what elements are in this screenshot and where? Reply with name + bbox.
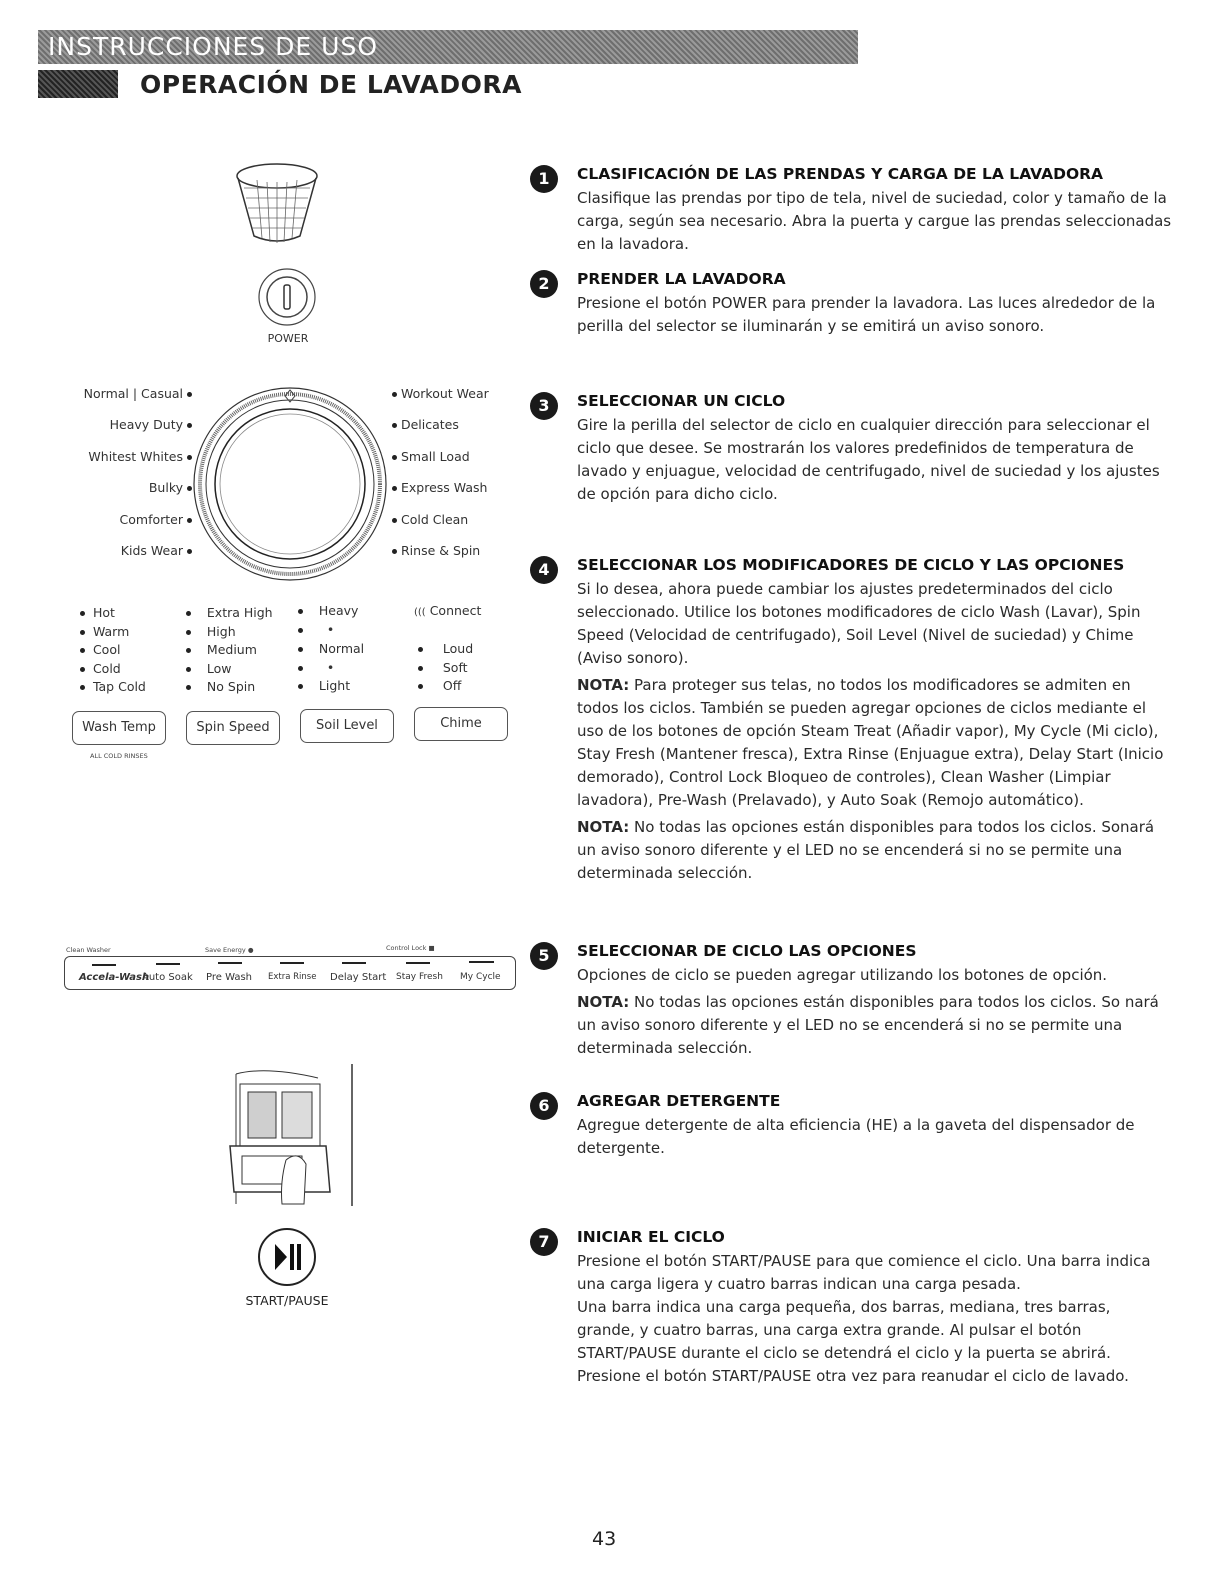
spin-speed-button[interactable]: Spin Speed xyxy=(186,711,280,745)
cycle-bulky[interactable]: Bulky xyxy=(72,480,192,495)
cycle-heavy-duty[interactable]: Heavy Duty xyxy=(72,417,192,432)
nota-label: NOTA: xyxy=(577,993,630,1011)
leaf-icon: ● xyxy=(247,946,254,954)
cycle-workout-wear[interactable]: Workout Wear xyxy=(392,386,489,401)
spin-extra-high: Extra High xyxy=(186,605,273,620)
wash-temp-warm: Warm xyxy=(80,624,129,639)
step-number-badge: 1 xyxy=(530,165,558,193)
header-band xyxy=(38,30,858,64)
cycle-whitest-whites[interactable]: Whitest Whites xyxy=(72,449,192,464)
section-marker xyxy=(38,70,118,98)
step-title: SELECCIONAR DE CICLO LAS OPCIONES xyxy=(577,942,917,960)
soil-light: Light xyxy=(298,678,350,693)
soil-level-button[interactable]: Soil Level xyxy=(300,709,394,743)
connect-indicator: ((( Connect xyxy=(414,603,482,618)
cycle-comforter[interactable]: Comforter xyxy=(72,512,192,527)
spin-no-spin: No Spin xyxy=(186,679,255,694)
nota-text: No todas las opciones están disponibles para todos los ciclos. Sonará un aviso sonoro diferente y el LED no se encenderá si no se permite una determinada selección. xyxy=(577,818,1155,882)
cycle-normal-casual[interactable]: Normal | Casual xyxy=(72,386,192,401)
wash-temp-cool: Cool xyxy=(80,642,120,657)
step-body: Gire la perilla del selector de ciclo en cualquier dirección para seleccionar el ciclo que desee. Se mostrarán los valores predefinidos de temperatura de lavado y enjuague, velocidad de centrifugado, nivel de suciedad y los ajustes de opción para dicho ciclo. xyxy=(577,416,1160,503)
page-number: 43 xyxy=(592,1528,617,1550)
cycle-delicates[interactable]: Delicates xyxy=(392,417,459,432)
control-lock-label: Control Lock ■ xyxy=(386,944,435,952)
option-stay-fresh[interactable]: Stay Fresh xyxy=(396,972,443,982)
option-delay-start[interactable]: Delay Start xyxy=(330,972,387,983)
step-number-badge: 5 xyxy=(530,942,558,970)
cycle-cold-clean[interactable]: Cold Clean xyxy=(392,512,468,527)
spin-high: High xyxy=(186,624,236,639)
option-accela-wash[interactable]: Accela-Wash xyxy=(79,972,150,983)
step-number-badge: 4 xyxy=(530,556,558,584)
clean-washer-label: Clean Washer xyxy=(66,946,111,954)
step-title: SELECCIONAR LOS MODIFICADORES DE CICLO Y LAS OPCIONES xyxy=(577,556,1125,574)
wash-temp-button[interactable]: Wash Temp xyxy=(72,711,166,745)
save-energy-label: Save Energy ● xyxy=(205,946,254,954)
step-body: Si lo desea, ahora puede cambiar los ajustes predeterminados del ciclo seleccionado. Utilice los botones modificadores de ciclo Wash (Lavar), Spin Speed (Velocidad de centrifugado), Soil Level (Nivel de suciedad) y Chime (Aviso sonoro). NOTA: Para proteger sus telas, no todos los modificadores se admiten en todos los ciclos. También se pueden agregar opciones de ciclos mediante el uso de los botones de opción Steam Treat (Añadir vapor), My Cycle (Mi ciclo), Stay Fresh (Mantener fresca), Extra Rinse (Enjuague extra), Delay Start (Inicio demorado), Control Lock Bloqueo de controles), Clean Washer (Limpiar lavadora), Pre-Wash (Prelavado), y Auto Soak (Remojo automático). NOTA: No todas las opciones están disponibles para todos los ciclos. Sonará un aviso sonoro diferente y el LED no se encenderá si no se permite una determinada selección. xyxy=(577,580,1164,882)
nota-text: Para proteger sus telas, no todos los modificadores se admiten en todos los ciclos. También se pueden agregar opciones de ciclos mediante el uso de los botones de opción Steam Treat (Añadir vapor), My Cycle (Mi ciclo), Stay Fresh (Mantener fresca), Extra Rinse (Enjuague extra), Delay Start (Inicio demorado), Control Lock Bloqueo de controles), Clean Washer (Limpiar lavadora), Pre-Wash (Prelavado), y Auto Soak (Remojo automático). xyxy=(577,676,1164,809)
step-body: Clasifique las prendas por tipo de tela, nivel de suciedad, color y tamaño de la carga, según sea necesario. Abra la puerta y cargue las prendas seleccionadas en la lavadora. xyxy=(577,189,1172,253)
soil-heavy-mid: • xyxy=(298,622,334,637)
header-title: INSTRUCCIONES DE USO xyxy=(48,32,378,61)
soil-normal: Normal xyxy=(298,641,364,656)
power-label: POWER xyxy=(267,332,309,345)
step-body: Presione el botón POWER para prender la lavadora. Las luces alrededor de la perilla del selector se iluminarán y se emitirá un aviso sonoro. xyxy=(577,294,1156,335)
step-body: Presione el botón START/PAUSE para que comience el ciclo. Una barra indica una carga ligera y cuatro barras indican una carga pesada. Una barra indica una carga pequeña, dos barras, mediana, tres barras, grande, y cuatro barras, una carga extra grande. Al pulsar el botón START/PAUSE durante el ciclo se detendrá el ciclo y la puerta se abrirá. Presione el botón START/PAUSE otra vez para reanudar el ciclo de lavado. xyxy=(577,1252,1151,1385)
start-pause-icon xyxy=(256,1226,318,1288)
option-auto-soak[interactable]: Auto Soak xyxy=(142,972,193,983)
chime-button[interactable]: Chime xyxy=(414,707,508,741)
chime-off: Off xyxy=(418,678,461,693)
nota-label: NOTA: xyxy=(577,818,630,836)
nota-text: No todas las opciones están disponibles para todos los ciclos. So nará un aviso sonoro diferente y el LED no se encenderá si no se permite una determinada selección. xyxy=(577,993,1159,1057)
step-number-badge: 6 xyxy=(530,1092,558,1120)
chime-loud: Loud xyxy=(418,641,473,656)
power-button-icon xyxy=(256,266,318,328)
wash-temp-hot: Hot xyxy=(80,605,115,620)
option-my-cycle[interactable]: My Cycle xyxy=(460,972,501,982)
nota-label: NOTA: xyxy=(577,676,630,694)
step-title: PRENDER LA LAVADORA xyxy=(577,270,786,288)
chime-soft: Soft xyxy=(418,660,468,675)
option-extra-rinse[interactable]: Extra Rinse xyxy=(268,972,317,982)
wifi-icon: ((( xyxy=(414,607,426,618)
soil-heavy: Heavy xyxy=(298,603,358,618)
cycle-rinse-spin[interactable]: Rinse & Spin xyxy=(392,543,480,558)
cycle-selector-knob xyxy=(190,384,390,589)
step-title: CLASIFICACIÓN DE LAS PRENDAS Y CARGA DE LA LAVADORA xyxy=(577,165,1104,183)
option-pre-wash[interactable]: Pre Wash xyxy=(206,972,253,983)
step-title: SELECCIONAR UN CICLO xyxy=(577,392,786,410)
cycle-kids-wear[interactable]: Kids Wear xyxy=(72,543,192,558)
lock-icon: ■ xyxy=(428,944,435,952)
step-number-badge: 2 xyxy=(530,270,558,298)
all-cold-rinses-label: ALL COLD RINSES xyxy=(90,752,148,760)
cycle-express-wash[interactable]: Express Wash xyxy=(392,480,487,495)
step-body: Agregue detergente de alta eficiencia (HE) a la gaveta del dispensador de detergente. xyxy=(577,1116,1135,1157)
spin-medium: Medium xyxy=(186,642,257,657)
soil-light-mid: • xyxy=(298,660,334,675)
cycle-small-load[interactable]: Small Load xyxy=(392,449,470,464)
wash-temp-tap-cold: Tap Cold xyxy=(80,679,146,694)
option-led-bars xyxy=(64,960,516,970)
laundry-basket-icon xyxy=(232,158,322,248)
step-title: INICIAR EL CICLO xyxy=(577,1228,725,1246)
step-number-badge: 3 xyxy=(530,392,558,420)
wash-temp-cold: Cold xyxy=(80,661,121,676)
section-title: OPERACIÓN DE LAVADORA xyxy=(140,70,522,99)
detergent-dispenser-illustration xyxy=(226,1064,360,1214)
start-pause-label: START/PAUSE xyxy=(245,1293,329,1308)
step-title: AGREGAR DETERGENTE xyxy=(577,1092,781,1110)
step-body: Opciones de ciclo se pueden agregar utilizando los botones de opción. NOTA: No todas las opciones están disponibles para todos los ciclos. So nará un aviso sonoro diferente y el LED no se encenderá si no se permite una determinada selección. xyxy=(577,966,1159,1057)
step-number-badge: 7 xyxy=(530,1228,558,1256)
spin-low: Low xyxy=(186,661,232,676)
